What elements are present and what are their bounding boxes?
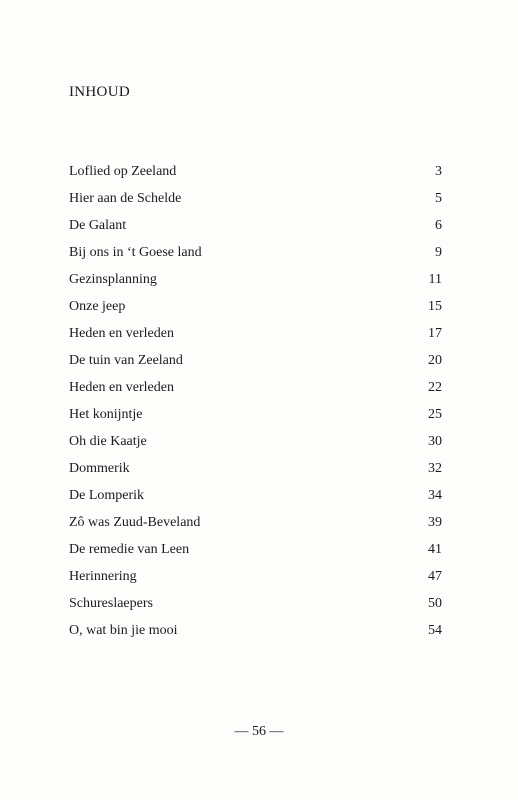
toc-entry <box>69 482 442 509</box>
toc-entry <box>69 617 442 644</box>
toc-entry-title: Schureslaepers <box>69 596 153 611</box>
toc-entry <box>69 401 442 428</box>
toc-entry-page: 5 <box>435 191 442 206</box>
toc-entry <box>69 239 442 266</box>
toc-entry-title: Onze jeep <box>69 299 126 314</box>
toc-entry-title: Hier aan de Schelde <box>69 191 182 206</box>
toc-entry-title: Oh die Kaatje <box>69 434 147 449</box>
toc-entry-page: 50 <box>428 596 442 611</box>
toc-entry-page: 9 <box>435 245 442 260</box>
toc-entry-title: Dommerik <box>69 461 130 476</box>
toc-entry-page: 32 <box>428 461 442 476</box>
toc-entry-page: 30 <box>428 434 442 449</box>
toc-entry-title: Het konijntje <box>69 407 143 422</box>
toc-entry-page: 6 <box>435 218 442 233</box>
toc-entry-title: Bij ons in ‘t Goese land <box>69 245 202 260</box>
toc-entry <box>69 590 442 617</box>
toc-entry-page: 22 <box>428 380 442 395</box>
toc-entry <box>69 212 442 239</box>
toc-entry-page: 3 <box>435 164 442 179</box>
table-of-contents <box>69 158 442 644</box>
toc-entry <box>69 347 442 374</box>
toc-entry <box>69 536 442 563</box>
toc-entry-page: 17 <box>428 326 442 341</box>
toc-entry <box>69 563 442 590</box>
toc-entry-title: Heden en verleden <box>69 380 174 395</box>
toc-entry <box>69 428 442 455</box>
toc-entry-title: O, wat bin jie mooi <box>69 623 178 638</box>
toc-entry-page: 20 <box>428 353 442 368</box>
toc-entry-title: De tuin van Zeeland <box>69 353 183 368</box>
toc-entry-title: Herinnering <box>69 569 137 584</box>
toc-entry-title: Gezinsplanning <box>69 272 157 287</box>
toc-entry-page: 54 <box>428 623 442 638</box>
toc-entry <box>69 185 442 212</box>
toc-entry <box>69 455 442 482</box>
page-title: INHOUD <box>69 84 130 100</box>
toc-entry-page: 15 <box>428 299 442 314</box>
toc-entry-page: 41 <box>428 542 442 557</box>
toc-entry-title: Zô was Zuud-Beveland <box>69 515 201 530</box>
toc-entry-title: De remedie van Leen <box>69 542 190 557</box>
toc-entry-title: De Galant <box>69 218 127 233</box>
toc-entry-page: 39 <box>428 515 442 530</box>
toc-entry-title: Loflied op Zeeland <box>69 164 177 179</box>
toc-entry-page: 25 <box>428 407 442 422</box>
toc-entry <box>69 158 442 185</box>
toc-entry-page: 34 <box>428 488 442 503</box>
toc-entry <box>69 293 442 320</box>
toc-entry <box>69 374 442 401</box>
toc-entry <box>69 509 442 536</box>
page-number: — 56 — <box>234 724 284 739</box>
toc-entry <box>69 320 442 347</box>
toc-entry-page: 11 <box>428 272 442 287</box>
toc-entry-title: De Lomperik <box>69 488 145 503</box>
toc-entry-title: Heden en verleden <box>69 326 174 341</box>
toc-entry-page: 47 <box>428 569 442 584</box>
toc-entry <box>69 266 442 293</box>
